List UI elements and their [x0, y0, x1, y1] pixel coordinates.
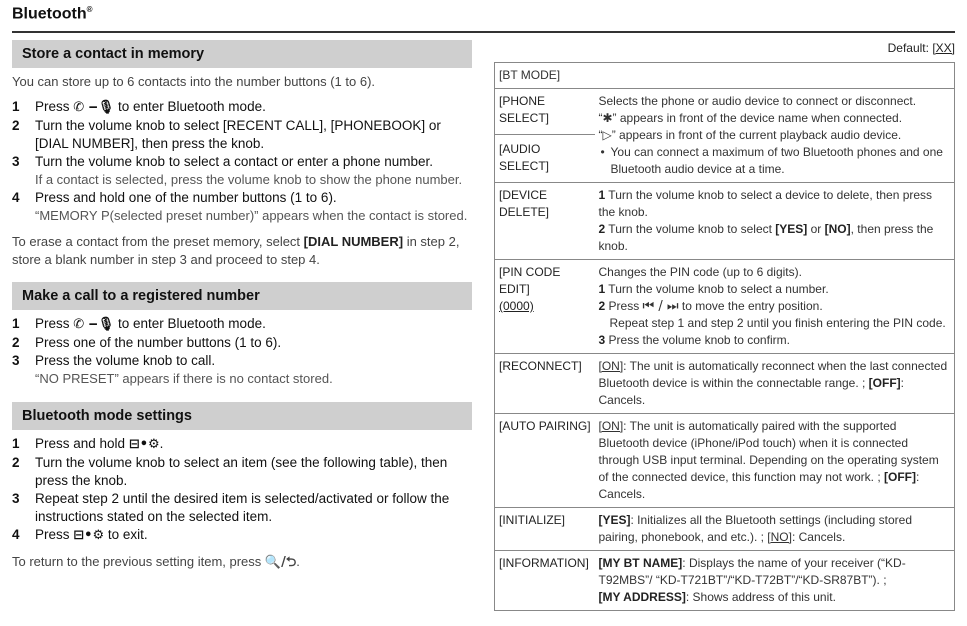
store-steps: [12, 98, 472, 225]
table-header-bt-mode: [BT MODE]: [495, 63, 955, 89]
row-value-device-delete: 1 Turn the volume knob to select a device to delete, then press the knob. 2 Turn the volume knob to select [YES] or [NO], then press the knob.: [595, 183, 955, 260]
table-row: [495, 183, 955, 260]
left-column: [12, 40, 472, 572]
row-value-phone-audio-select: Selects the phone or audio device to connect or disconnect. “✱” appears in front of the device name when connected. “▷” appears in front of the current playback audio device. • You can connect a maximum of two Bluetooth phones and one Bluetooth audio device at a time.: [595, 89, 955, 183]
table-row: [495, 551, 955, 611]
table-row: [495, 89, 955, 135]
store-step-2: 2 Turn the volume knob to select [RECENT CALL], [PHONEBOOK] or [DIAL NUMBER], then press the knob.: [12, 118, 441, 151]
store-step-4: 4 Press and hold one of the number buttons (1 to 6). “MEMORY P(selected preset number)” appears when the contact is stored.: [12, 190, 468, 223]
phone-mic-icon: ✆ ‒🎙: [73, 100, 115, 115]
row-key-audio-select: [AUDIO SELECT]: [495, 134, 595, 182]
display-settings-icon: ⊟•⚙: [128, 437, 160, 452]
row-key-auto-pairing: [AUTO PAIRING]: [495, 414, 595, 508]
row-value-initialize: [YES]: Initializes all the Bluetooth settings (including stored pairing, phonebook, and etc.). ; [NO]: Cancels.: [595, 508, 955, 551]
call-steps: [12, 315, 472, 388]
skip-prev-next-icon: ⏮ / ⏭: [642, 299, 679, 314]
table-row: [495, 63, 955, 89]
row-value-reconnect: [ON]: The unit is automatically reconnect when the last connected Bluetooth device is within the connectable range. ; [OFF]: Cancels.: [595, 354, 955, 414]
mode-steps: [12, 435, 472, 545]
settings-table: [494, 62, 955, 611]
mode-step-3: 3 Repeat step 2 until the desired item is selected/activated or follow the instructions stated on the selected item.: [12, 491, 450, 524]
row-key-device-delete: [DEVICE DELETE]: [495, 183, 595, 260]
table-row: [495, 260, 955, 354]
mode-return-note: To return to the previous setting item, press 🔍/⮌.: [12, 554, 300, 570]
row-key-reconnect: [RECONNECT]: [495, 354, 595, 414]
store-intro: You can store up to 6 contacts into the number buttons (1 to 6).: [12, 74, 376, 89]
table-row: [495, 508, 955, 551]
row-key-phone-select: [PHONE SELECT]: [499, 94, 550, 125]
call-step-1: 1 Press ✆ ‒🎙 to enter Bluetooth mode.: [12, 316, 266, 332]
display-settings-icon: ⊟•⚙: [73, 528, 105, 543]
section-heading-call: Make a call to a registered number: [12, 282, 472, 310]
section-heading-mode: Bluetooth mode settings: [12, 402, 472, 430]
default-legend: Default: [XX]: [887, 41, 955, 55]
page-title: Bluetooth®: [12, 5, 93, 23]
mode-step-1: 1 Press and hold ⊟•⚙.: [12, 436, 164, 452]
right-column: [494, 40, 955, 611]
section-heading-store: Store a contact in memory: [12, 40, 472, 68]
mode-step-2: 2 Turn the volume knob to select an item (see the following table), then press the knob.: [12, 455, 448, 488]
title-divider: [12, 31, 955, 33]
row-value-pin-code-edit: Changes the PIN code (up to 6 digits). 1 Turn the volume knob to select a number. 2 Press ⏮ / ⏭ to move the entry position. Repeat step 1 and step 2 until you finish entering the PIN code. 3 Press the volume knob to confirm.: [595, 260, 955, 354]
search-back-icon: 🔍/⮌: [264, 555, 297, 570]
table-row: [495, 414, 955, 508]
row-key-information: [INFORMATION]: [495, 551, 595, 611]
row-key-pin-code-edit: [PIN CODE EDIT] (0000): [495, 260, 595, 354]
row-value-information: [MY BT NAME]: Displays the name of your receiver (“KD-T92MBS”/ “KD-T721BT”/“KD-T72BT”/“KD-SR87BT”). ; [MY ADDRESS]: Shows address of this unit.: [595, 551, 955, 611]
call-step-2: 2 Press one of the number buttons (1 to 6).: [12, 335, 282, 350]
table-row: [495, 354, 955, 414]
store-erase-note: To erase a contact from the preset memory, select [DIAL NUMBER] in step 2, store a blank number in step 3 and proceed to step 4.: [12, 234, 460, 267]
mode-step-4: 4 Press ⊟•⚙ to exit.: [12, 527, 148, 543]
row-value-auto-pairing: [ON]: The unit is automatically paired with the supported Bluetooth device (iPhone/iPod touch) when it is connected through USB input terminal. Depending on the operating system of the connected device, this function may not work. ; [OFF]: Cancels.: [595, 414, 955, 508]
store-step-1: 1 Press ✆ ‒🎙 to enter Bluetooth mode.: [12, 99, 266, 115]
call-step-3: 3 Press the volume knob to call. “NO PRESET” appears if there is no contact stored.: [12, 353, 333, 386]
phone-mic-icon: ✆ ‒🎙: [73, 317, 115, 332]
store-step-3: 3 Turn the volume knob to select a contact or enter a phone number. If a contact is selected, press the volume knob to show the phone number.: [12, 154, 463, 187]
row-key-initialize: [INITIALIZE]: [495, 508, 595, 551]
